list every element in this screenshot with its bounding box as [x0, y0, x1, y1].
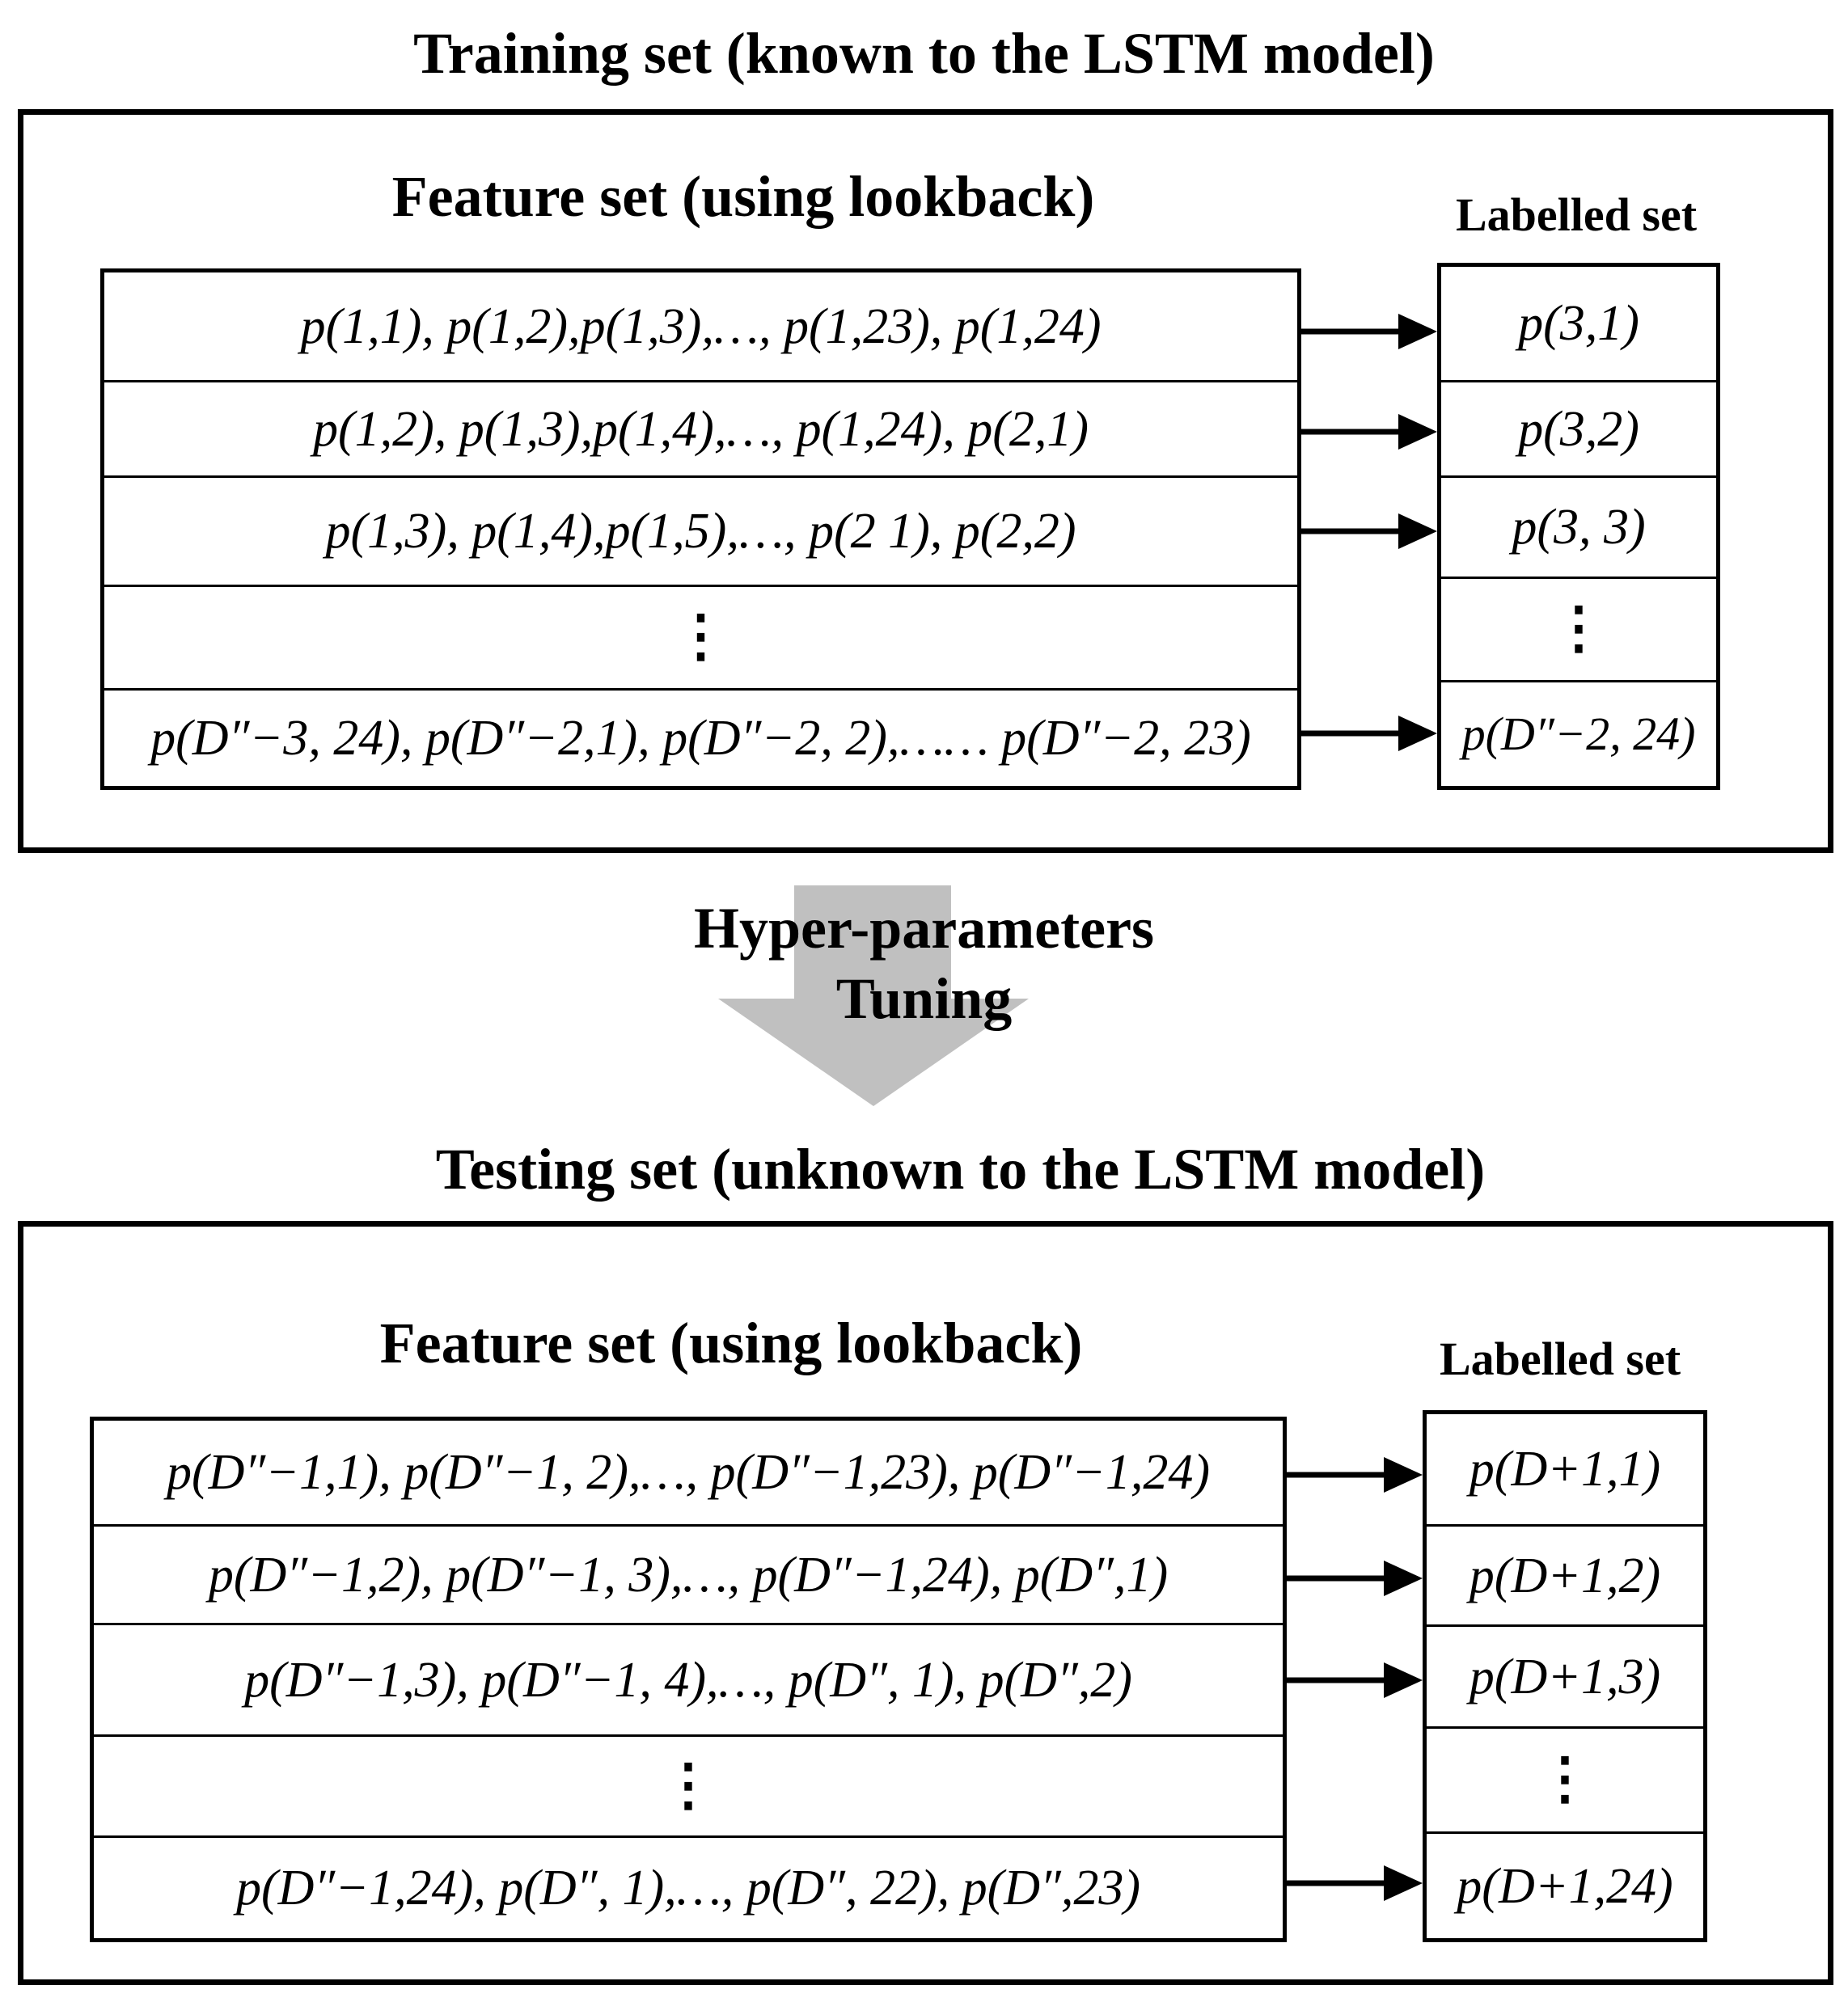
training-set-title: Training set (known to the LSTM model)	[413, 21, 1435, 86]
feature-cell: p(1,1), p(1,2),p(1,3),…, p(1,23), p(1,24)	[300, 298, 1102, 354]
arrow-right-icon	[1301, 709, 1439, 758]
label-cell: p(3, 3)	[1512, 500, 1646, 555]
feature-cell: p(1,2), p(1,3),p(1,4),…, p(1,24), p(2,1)	[312, 401, 1089, 457]
training-panel	[18, 109, 1833, 853]
testing-feature-table	[90, 1417, 1287, 1942]
label-cell: p(D+1,24)	[1457, 1858, 1673, 1914]
table-row	[1441, 267, 1716, 380]
table-row	[104, 272, 1297, 380]
testing-panel	[18, 1221, 1833, 1985]
table-row	[1427, 1624, 1703, 1726]
table-row	[94, 1835, 1283, 1938]
arrow-right-icon	[1287, 1451, 1424, 1499]
table-row	[104, 380, 1297, 475]
table-row	[104, 688, 1297, 786]
testing-set-title: Testing set (unknown to the LSTM model)	[435, 1137, 1486, 1202]
arrow-right-icon	[1287, 1859, 1424, 1907]
feature-cell: p(1,3), p(1,4),p(1,5),…, p(2 1), p(2,2)	[325, 504, 1076, 559]
table-row	[94, 1623, 1283, 1734]
vertical-ellipsis-icon: ⋮	[1550, 598, 1607, 661]
arrow-right-icon	[1287, 1656, 1424, 1704]
label-cell: p(3,1)	[1518, 296, 1639, 351]
table-row	[1427, 1524, 1703, 1624]
testing-label-table	[1423, 1410, 1707, 1942]
arrow-right-icon	[1301, 408, 1439, 456]
label-cell: p(3,2)	[1518, 401, 1639, 457]
feature-cell: p(D″−3, 24), p(D″−2,1), p(D″−2, 2),…… p(D″−2, 23)	[150, 711, 1251, 766]
vertical-ellipsis-icon: ⋮	[660, 1754, 717, 1817]
arrow-right-icon	[1287, 1554, 1424, 1603]
arrow-right-icon	[1301, 507, 1439, 555]
testing-label-heading: Labelled set	[1439, 1333, 1681, 1385]
arrow-right-icon	[1301, 307, 1439, 356]
table-row	[94, 1421, 1283, 1524]
label-cell: p(D″−2, 24)	[1461, 708, 1696, 760]
table-row	[94, 1524, 1283, 1623]
table-row	[104, 475, 1297, 585]
training-feature-heading: Feature set (using lookback)	[391, 164, 1095, 229]
training-label-heading: Labelled set	[1455, 188, 1698, 241]
tuning-label-line2: Tuning	[835, 966, 1013, 1031]
vertical-ellipsis-icon: ⋮	[672, 606, 729, 669]
feature-cell: p(D″−1,1), p(D″−1, 2),…, p(D″−1,23), p(D″−1,24)	[166, 1445, 1211, 1500]
table-row	[104, 585, 1297, 688]
label-cell: p(D+1,3)	[1469, 1649, 1661, 1704]
label-cell: p(D+1,1)	[1469, 1442, 1661, 1497]
table-row	[1427, 1726, 1703, 1831]
table-row	[1441, 380, 1716, 475]
table-row	[1427, 1414, 1703, 1524]
feature-cell: p(D″−1,24), p(D″, 1),…, p(D″, 22), p(D″,23)	[235, 1861, 1141, 1916]
table-row	[1441, 475, 1716, 577]
table-row	[1441, 577, 1716, 680]
vertical-ellipsis-icon: ⋮	[1537, 1748, 1593, 1811]
table-row	[1427, 1831, 1703, 1938]
training-feature-table	[100, 268, 1301, 790]
training-label-table	[1437, 263, 1720, 790]
feature-cell: p(D″−1,2), p(D″−1, 3),…, p(D″−1,24), p(D″,1)	[208, 1547, 1169, 1603]
testing-feature-heading: Feature set (using lookback)	[379, 1311, 1083, 1375]
table-row	[94, 1734, 1283, 1835]
label-cell: p(D+1,2)	[1469, 1548, 1661, 1603]
feature-cell: p(D″−1,3), p(D″−1, 4),…, p(D″, 1), p(D″,2)	[244, 1652, 1132, 1708]
table-row	[1441, 680, 1716, 786]
tuning-label-line1: Hyper-parameters	[693, 896, 1155, 961]
